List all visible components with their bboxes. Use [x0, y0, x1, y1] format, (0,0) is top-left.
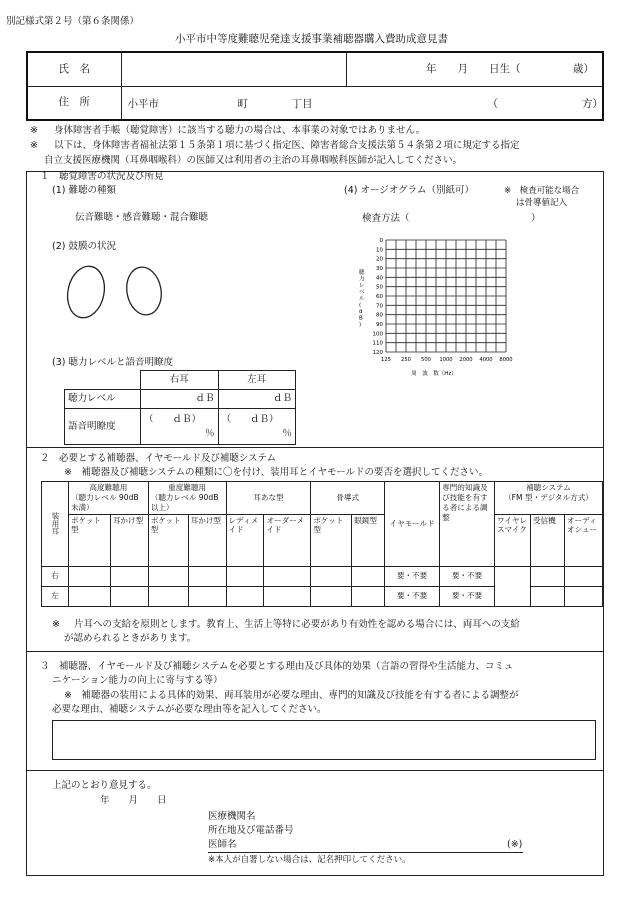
audiogram-y-tick: 20 [376, 256, 383, 263]
audiogram-y-tick: 50 [376, 284, 383, 291]
divider-s1-s2 [26, 447, 604, 448]
note-2-line-1: 以下は、身体障害者福祉法第１５条第１項に基づく指定医、障害者総合支援法第５４条第２項に規定する指定 [54, 140, 520, 151]
audiogram-y-tick: 120 [372, 350, 383, 356]
speech-clarity-right[interactable] [141, 409, 219, 445]
speech-clarity-right-pct: ％ [204, 427, 215, 439]
left-ear-header: 左耳 [218, 371, 296, 390]
address-label: 住 所 [27, 86, 121, 120]
test-method-close: ） [531, 213, 541, 224]
audiogram-x-tick: 500 [421, 357, 431, 363]
audiogram-y-tick: 100 [372, 331, 383, 338]
col-custom-made: オーダーメイド [264, 514, 311, 566]
doctor-signature-line[interactable] [208, 852, 523, 853]
speech-clarity-left-db: （ ｄＢ） [221, 414, 279, 426]
header-bone-conduction: 骨導式 [311, 482, 385, 515]
eardrum-diagram [64, 262, 174, 322]
audiogram-x-tick: 2000 [459, 357, 473, 363]
wearing-ear-header [42, 482, 69, 567]
cell[interactable] [311, 586, 352, 606]
hearing-level-label: (3) 聴力レベルと語音明瞭度 [52, 357, 173, 368]
section-2-subnote: ※ 補聴器及び補聴システムの種類に〇を付け、装用耳とイヤモールドの要否を選択してください。 [64, 467, 489, 478]
audiogram-x-axis-label: 周 波 数（Hz） [411, 371, 457, 377]
address-chome: 丁目 [291, 97, 313, 110]
speech-clarity-right-db: （ ｄＢ） [144, 414, 202, 426]
institution-label: 医療機関名 [208, 811, 256, 822]
row-label-right: 右 [42, 566, 69, 586]
header-severe-degree-range: （聴力レベル 90dB 以上） [150, 492, 219, 512]
section-1-heading: １ 聴覚障害の状況及び所見 [40, 171, 164, 182]
header-hearing-system-type: （FM 型・デジタル方式） [504, 492, 593, 502]
header-severe-degree-label: 重度難聴用 [168, 483, 207, 492]
col-behind-ear-severe: 耳かけ型 [188, 514, 226, 566]
col-receiver: 受信機 [530, 514, 564, 566]
audiogram-label: (4) オージオグラム（別紙可） [344, 185, 475, 196]
earmold-need-right[interactable]: 要・不要 [385, 566, 440, 586]
address-phone-label: 所在地及び電話番号 [208, 825, 294, 836]
hearing-type-options[interactable]: 伝音難聴・感音難聴・混合難聴 [75, 212, 209, 223]
section-2-note-line-2: が認められるときがあります。 [64, 633, 197, 644]
name-field[interactable] [121, 52, 346, 86]
cell[interactable] [264, 586, 311, 606]
row-label-left: 左 [42, 586, 69, 606]
cell[interactable] [188, 566, 226, 586]
name-label: 氏 名 [27, 52, 121, 86]
audiogram-y-tick: 70 [376, 303, 383, 310]
cell[interactable] [68, 586, 110, 606]
audiogram-grid [386, 240, 506, 352]
hearing-aid-table [41, 481, 603, 607]
earmold-need-left[interactable]: 要・不要 [385, 586, 440, 606]
table-row-right [42, 566, 603, 586]
audiogram-y-tick: 30 [376, 266, 383, 272]
col-audio-shoe: オーディオシュー [564, 514, 602, 566]
signature-footnote: ※本人が自署しない場合は、記名押印してください。 [208, 855, 411, 865]
hearing-type-label: (1) 難聴の種類 [52, 185, 116, 196]
audiogram-y-tick: 110 [372, 340, 383, 347]
divider-s2-s3 [26, 651, 604, 652]
audiogram-y-tick: 40 [376, 275, 383, 282]
speech-clarity-row-label: 語音明瞭度 [65, 409, 141, 445]
audiogram-y-tick: 80 [376, 312, 383, 319]
applicant-info-table [26, 51, 604, 121]
header-expert-adjustment: 専門的知識及び技能を有する者による調整 [440, 482, 495, 567]
cell[interactable] [264, 566, 311, 586]
audiogram-y-tick: 10 [376, 247, 383, 254]
left-eardrum-outline [123, 264, 165, 317]
hearing-level-left[interactable]: ｄＢ [218, 390, 296, 409]
col-pocket-bone: ポケット型 [311, 514, 352, 566]
cell[interactable] [110, 586, 148, 606]
col-wireless-mic: ワイヤレスマイク [494, 514, 530, 566]
opinion-date[interactable]: 年 月 日 [100, 795, 167, 806]
hearing-level-table [64, 370, 296, 445]
cell[interactable] [148, 586, 188, 606]
header-in-ear: 耳あな型 [226, 482, 311, 515]
cell[interactable] [110, 566, 148, 586]
audiogram-y-tick: 0 [379, 238, 383, 244]
eardrum-label: (2) 鼓膜の状況 [52, 241, 116, 252]
section-3-line-1: ３ 補聴器、イヤモールド及び補聴システムを必要とする理由及び具体的効果（言語の習得や生活能力、コミュ [40, 661, 514, 672]
hearing-level-right[interactable]: ｄＢ [141, 390, 219, 409]
note-1: 身体障害者手帳（聴覚障害）に該当する聴力の場合は、本事業の対象ではありません。 [54, 125, 426, 136]
cell[interactable] [352, 566, 385, 586]
audiogram-y-axis-label: 聴力レベル( d B ) [359, 270, 365, 328]
cell[interactable] [226, 586, 264, 606]
audiogram-x-tick: 8000 [499, 357, 513, 363]
expert-need-left[interactable]: 要・不要 [440, 586, 495, 606]
cell[interactable] [311, 566, 352, 586]
audiogram-note-1: ※ 検査可能な場合 [504, 186, 580, 196]
reason-textarea[interactable] [52, 720, 596, 760]
address-town: 町 [237, 97, 248, 110]
speech-clarity-left[interactable] [218, 409, 296, 445]
right-ear-header: 右耳 [141, 371, 219, 390]
header-hearing-system [494, 482, 602, 515]
section-2-heading: ２ 必要とする補聴器、イヤモールド及び補聴システム [40, 453, 276, 464]
header-high-degree-label: 高度難聴用 [89, 483, 128, 492]
audiogram-x-tick: 1000 [439, 357, 453, 363]
audiogram-y-tick: 90 [376, 322, 383, 328]
note-mark-1: ※ [30, 125, 38, 136]
header-high-degree [68, 482, 148, 515]
audiogram-x-tick: 4000 [479, 357, 493, 363]
cell[interactable] [148, 566, 188, 586]
opinion-statement: 上記のとおり意見する。 [52, 780, 157, 791]
header-high-degree-range: （聴力レベル 90dB 未満） [70, 492, 139, 512]
cell[interactable] [494, 566, 530, 606]
hearing-level-row-label: 聴力レベル [65, 390, 141, 409]
header-hearing-system-label: 補聴システム [526, 483, 571, 492]
address-field[interactable] [121, 86, 603, 120]
col-pocket-severe: ポケット型 [148, 514, 188, 566]
speech-clarity-left-pct: ％ [282, 427, 292, 439]
audiogram-x-ticks [381, 357, 513, 363]
cell[interactable] [188, 586, 226, 606]
note-mark-2: ※ [30, 140, 38, 151]
right-eardrum-outline [64, 263, 109, 321]
test-method-label[interactable]: 検査方法（ [362, 213, 410, 224]
address-city: 小平市 [127, 97, 159, 110]
birthdate-field[interactable]: 年 月 日生（ 歳） [346, 52, 603, 86]
cell[interactable] [68, 566, 110, 586]
form-number: 別記様式第２号（第６条関係） [6, 16, 140, 27]
note-2-line-2: 自立支援医療機関（耳鼻咽喉科）の医師又は利用者の主治の耳鼻咽喉科医師が記入してください。 [44, 155, 463, 166]
audiogram-y-tick: 60 [376, 294, 383, 300]
address-paren: （ 方） [487, 97, 603, 110]
audiogram[interactable] [348, 234, 528, 384]
section-2-note-line-1: 片耳への支給を原則とします。教育上、生活上等特に必要があり有効性を認める場合には、両耳への支給 [74, 619, 520, 630]
section-3-line-2: ニケーション能力の向上に寄与する等） [52, 675, 223, 686]
divider-s3-sign [26, 770, 604, 771]
audiogram-y-ticks [373, 238, 384, 356]
cell[interactable] [530, 586, 564, 606]
audiogram-note-2: は骨導値記入 [516, 198, 568, 208]
section-3-line-4: 必要な理由、補聴システムが必要な理由等を記入してください。 [52, 704, 327, 715]
header-earmold: イヤモールド [385, 482, 440, 567]
col-pocket-high: ポケット型 [68, 514, 110, 566]
doctor-label: 医師名 [208, 839, 237, 850]
form-title: 小平市中等度難聴児発達支援事業補聴器購入費助成意見書 [175, 33, 448, 45]
doctor-seal-mark: (※) [507, 839, 523, 850]
cell[interactable] [226, 566, 264, 586]
cell[interactable] [530, 566, 564, 586]
expert-need-right[interactable]: 要・不要 [440, 566, 495, 586]
col-behind-ear-high: 耳かけ型 [110, 514, 148, 566]
section-2-note-mark: ※ [52, 619, 60, 630]
section-3-line-3: ※ 補聴器の装用による具体的効果、両耳装用が必要な理由、専門的知識及び技能を有する者による調整が [64, 690, 519, 701]
wearing-ear-label: 装用耳 [50, 512, 60, 536]
cell[interactable] [564, 586, 602, 606]
audiogram-x-tick: 250 [401, 357, 411, 363]
col-glasses-bone: 眼鏡型 [352, 514, 385, 566]
cell[interactable] [352, 586, 385, 606]
cell[interactable] [564, 566, 602, 586]
audiogram-x-tick: 125 [381, 357, 391, 363]
header-severe-degree [148, 482, 226, 515]
col-ready-made: レディメイド [226, 514, 264, 566]
